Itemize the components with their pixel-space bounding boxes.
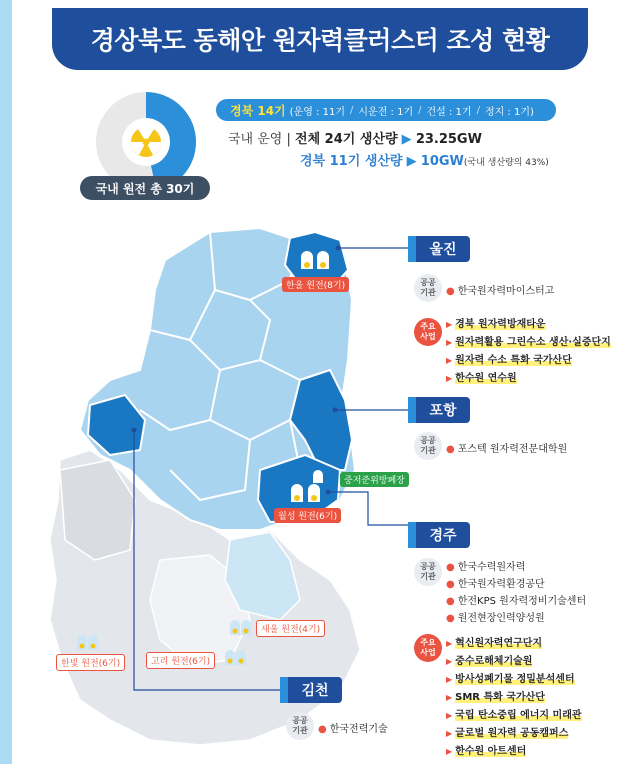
biz-item: ▶ 원자력활용 그린수소 생산·실증단지 bbox=[446, 337, 611, 348]
status-item: 정지 : 1기) bbox=[484, 106, 534, 118]
plant-label-saeul: 새울 원전(4기) bbox=[256, 620, 325, 637]
status-item: 시운전 : 1기 bbox=[358, 106, 414, 118]
biz-item: ▶ 한수원 아트센터 bbox=[446, 746, 527, 757]
national-main: 전체 24기 생산량 bbox=[295, 132, 398, 147]
biz-item: ▶ 원자력 수소 특화 국가산단 bbox=[446, 355, 572, 366]
gb-output-value: 10GW bbox=[420, 154, 464, 169]
gb-output-main: 경북 11기 생산량 bbox=[300, 154, 403, 169]
biz-item: ▶ 중수로해체기술원 bbox=[446, 656, 533, 667]
public-tag-text: 공공 기관 bbox=[292, 716, 308, 735]
national-output-line: 국내 운영 | 전체 24기 생산량 ▶ 23.25GW bbox=[228, 132, 482, 147]
biz-item: ▶ 한수원 연수원 bbox=[446, 373, 517, 384]
public-tag-uljin bbox=[414, 274, 442, 302]
public-tag-text: 공공 기관 bbox=[420, 436, 436, 455]
plant-label-wolseong: 월성 원전(6기) bbox=[274, 508, 341, 523]
plant-label-kori: 고리 원전(6기) bbox=[146, 652, 215, 669]
public-item: ● 포스텍 원자력전문대학원 bbox=[446, 444, 568, 455]
status-item: 건설 : 1기 bbox=[426, 106, 472, 118]
section-label-gimcheon: 김천 bbox=[288, 677, 342, 703]
section-label-uljin: 울진 bbox=[416, 236, 470, 262]
national-prefix: 국내 운영 | bbox=[228, 132, 291, 147]
plant-label-hanul: 한울 원전(8기) bbox=[282, 277, 349, 292]
public-item: ● 한국전력기술 bbox=[318, 724, 388, 735]
gyeongbuk-reactor-bar: 경북 14기 (운영 : 11기 / 시운전 : 1기 / 건설 : 1기 / 정지 : 1기) bbox=[216, 99, 556, 121]
status-item: (운영 : 11기 bbox=[289, 106, 345, 118]
section-label-gyeongju: 경주 bbox=[416, 522, 470, 548]
national-value: 23.25GW bbox=[415, 132, 482, 147]
public-tag-text: 공공 기관 bbox=[420, 562, 436, 581]
biz-tag-text: 주요 사업 bbox=[420, 638, 436, 657]
gb-output-note: (국내 생산량의 43%) bbox=[463, 158, 549, 168]
biz-item: ▶ 글로벌 원자력 공동캠퍼스 bbox=[446, 728, 569, 739]
public-item: ● 한국수력원자력 bbox=[446, 562, 526, 573]
biz-item: ▶ 혁신원자력연구단지 bbox=[446, 638, 543, 649]
plant-label-hanbit: 한빛 원전(6기) bbox=[56, 654, 125, 671]
public-item: ● 한전KPS 원자력정비기술센터 bbox=[446, 596, 587, 607]
gyeongbuk-output-line: 경북 11기 생산량 ▶ 10GW(국내 생산량의 43%) bbox=[300, 154, 549, 169]
gyeongbuk-count: 경북 14기 bbox=[230, 103, 286, 118]
biz-tag-uljin bbox=[414, 318, 442, 346]
page-title: 경상북도 동해안 원자력클러스터 조성 현황 bbox=[52, 8, 588, 70]
public-tag-gimcheon bbox=[286, 712, 314, 740]
public-tag-text: 공공 기관 bbox=[420, 278, 436, 297]
public-tag-gyeongju bbox=[414, 558, 442, 586]
total-reactors-badge: 국내 원전 총 30기 bbox=[80, 176, 210, 200]
public-item: ● 원전현장인력양성원 bbox=[446, 613, 545, 624]
biz-item: ▶ 국립 탄소중립 에너지 미래관 bbox=[446, 710, 582, 721]
public-item: ● 한국원자력환경공단 bbox=[446, 579, 545, 590]
biz-item: ▶ 경북 원자력방재타운 bbox=[446, 319, 546, 330]
plant-label-storage: 중저준위방폐장 bbox=[340, 472, 409, 487]
biz-tag-gyeongju bbox=[414, 634, 442, 662]
biz-item: ▶ 방사성폐기물 정밀분석센터 bbox=[446, 674, 575, 685]
public-item: ● 한국원자력마이스터고 bbox=[446, 286, 555, 297]
biz-tag-text: 주요 사업 bbox=[420, 322, 436, 341]
biz-item: ▶ SMR 특화 국가산단 bbox=[446, 692, 545, 703]
public-tag-pohang bbox=[414, 432, 442, 460]
section-label-pohang: 포항 bbox=[416, 397, 470, 423]
